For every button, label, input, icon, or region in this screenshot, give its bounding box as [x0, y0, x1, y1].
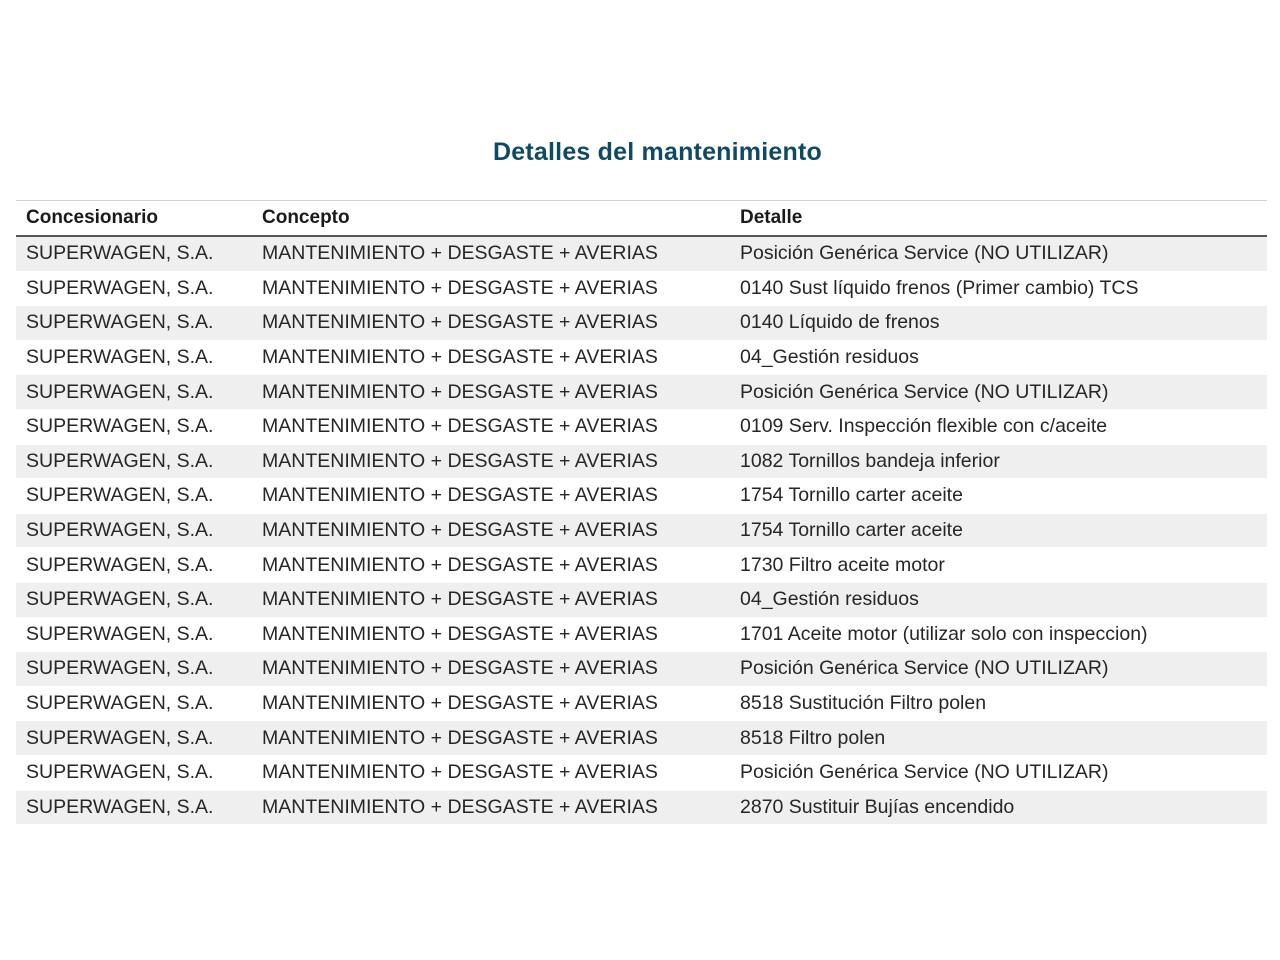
table-row	[16, 617, 1267, 652]
cell-concepto: MANTENIMIENTO + DESGASTE + AVERIAS	[252, 652, 730, 687]
cell-concesionario: SUPERWAGEN, S.A.	[16, 582, 252, 617]
cell-detalle: 0140 Líquido de frenos	[730, 306, 1267, 341]
cell-concepto: MANTENIMIENTO + DESGASTE + AVERIAS	[252, 306, 730, 341]
table-body	[16, 236, 1267, 825]
cell-concepto: MANTENIMIENTO + DESGASTE + AVERIAS	[252, 582, 730, 617]
cell-concepto: MANTENIMIENTO + DESGASTE + AVERIAS	[252, 375, 730, 410]
cell-concesionario: SUPERWAGEN, S.A.	[16, 409, 252, 444]
column-header-detalle: Detalle	[730, 201, 1267, 237]
cell-concepto: MANTENIMIENTO + DESGASTE + AVERIAS	[252, 686, 730, 721]
cell-concesionario: SUPERWAGEN, S.A.	[16, 444, 252, 479]
cell-concepto: MANTENIMIENTO + DESGASTE + AVERIAS	[252, 513, 730, 548]
cell-detalle: 8518 Sustitución Filtro polen	[730, 686, 1267, 721]
cell-concesionario: SUPERWAGEN, S.A.	[16, 306, 252, 341]
table-row	[16, 582, 1267, 617]
cell-detalle: 1754 Tornillo carter aceite	[730, 479, 1267, 514]
cell-concepto: MANTENIMIENTO + DESGASTE + AVERIAS	[252, 721, 730, 756]
cell-concesionario: SUPERWAGEN, S.A.	[16, 271, 252, 306]
cell-concepto: MANTENIMIENTO + DESGASTE + AVERIAS	[252, 755, 730, 790]
cell-detalle: 1754 Tornillo carter aceite	[730, 513, 1267, 548]
cell-concesionario: SUPERWAGEN, S.A.	[16, 686, 252, 721]
cell-concesionario: SUPERWAGEN, S.A.	[16, 617, 252, 652]
cell-detalle: 1082 Tornillos bandeja inferior	[730, 444, 1267, 479]
table-row	[16, 271, 1267, 306]
cell-concesionario: SUPERWAGEN, S.A.	[16, 479, 252, 514]
cell-detalle: Posición Genérica Service (NO UTILIZAR)	[730, 236, 1267, 271]
cell-detalle: 0140 Sust líquido frenos (Primer cambio) TCS	[730, 271, 1267, 306]
cell-concesionario: SUPERWAGEN, S.A.	[16, 721, 252, 756]
table-row	[16, 548, 1267, 583]
cell-detalle: Posición Genérica Service (NO UTILIZAR)	[730, 652, 1267, 687]
cell-concepto: MANTENIMIENTO + DESGASTE + AVERIAS	[252, 617, 730, 652]
table-row	[16, 652, 1267, 687]
cell-concesionario: SUPERWAGEN, S.A.	[16, 513, 252, 548]
table-row	[16, 236, 1267, 271]
cell-concesionario: SUPERWAGEN, S.A.	[16, 790, 252, 825]
cell-detalle: 8518 Filtro polen	[730, 721, 1267, 756]
column-header-concepto: Concepto	[252, 201, 730, 237]
cell-concepto: MANTENIMIENTO + DESGASTE + AVERIAS	[252, 479, 730, 514]
table-row	[16, 686, 1267, 721]
cell-concesionario: SUPERWAGEN, S.A.	[16, 652, 252, 687]
table-row	[16, 755, 1267, 790]
table-row	[16, 790, 1267, 825]
cell-concepto: MANTENIMIENTO + DESGASTE + AVERIAS	[252, 340, 730, 375]
cell-concepto: MANTENIMIENTO + DESGASTE + AVERIAS	[252, 790, 730, 825]
cell-concesionario: SUPERWAGEN, S.A.	[16, 548, 252, 583]
cell-detalle: 04_Gestión residuos	[730, 582, 1267, 617]
cell-detalle: Posición Genérica Service (NO UTILIZAR)	[730, 755, 1267, 790]
table-row	[16, 479, 1267, 514]
cell-detalle: 0109 Serv. Inspección flexible con c/aceite	[730, 409, 1267, 444]
cell-concesionario: SUPERWAGEN, S.A.	[16, 755, 252, 790]
cell-detalle: 2870 Sustituir Bujías encendido	[730, 790, 1267, 825]
cell-concesionario: SUPERWAGEN, S.A.	[16, 375, 252, 410]
table-row	[16, 721, 1267, 756]
table-row	[16, 409, 1267, 444]
cell-detalle: Posición Genérica Service (NO UTILIZAR)	[730, 375, 1267, 410]
table-row	[16, 444, 1267, 479]
maintenance-table	[16, 200, 1267, 825]
table-row	[16, 513, 1267, 548]
table-header-row	[16, 201, 1267, 237]
cell-concepto: MANTENIMIENTO + DESGASTE + AVERIAS	[252, 548, 730, 583]
cell-detalle: 1730 Filtro aceite motor	[730, 548, 1267, 583]
cell-detalle: 1701 Aceite motor (utilizar solo con inspeccion)	[730, 617, 1267, 652]
cell-concepto: MANTENIMIENTO + DESGASTE + AVERIAS	[252, 236, 730, 271]
cell-concesionario: SUPERWAGEN, S.A.	[16, 340, 252, 375]
cell-concepto: MANTENIMIENTO + DESGASTE + AVERIAS	[252, 409, 730, 444]
cell-detalle: 04_Gestión residuos	[730, 340, 1267, 375]
table-row	[16, 340, 1267, 375]
table-row	[16, 375, 1267, 410]
page-title: Detalles del mantenimiento	[493, 138, 822, 166]
table-row	[16, 306, 1267, 341]
cell-concepto: MANTENIMIENTO + DESGASTE + AVERIAS	[252, 271, 730, 306]
column-header-concesionario: Concesionario	[16, 201, 252, 237]
cell-concesionario: SUPERWAGEN, S.A.	[16, 236, 252, 271]
cell-concepto: MANTENIMIENTO + DESGASTE + AVERIAS	[252, 444, 730, 479]
